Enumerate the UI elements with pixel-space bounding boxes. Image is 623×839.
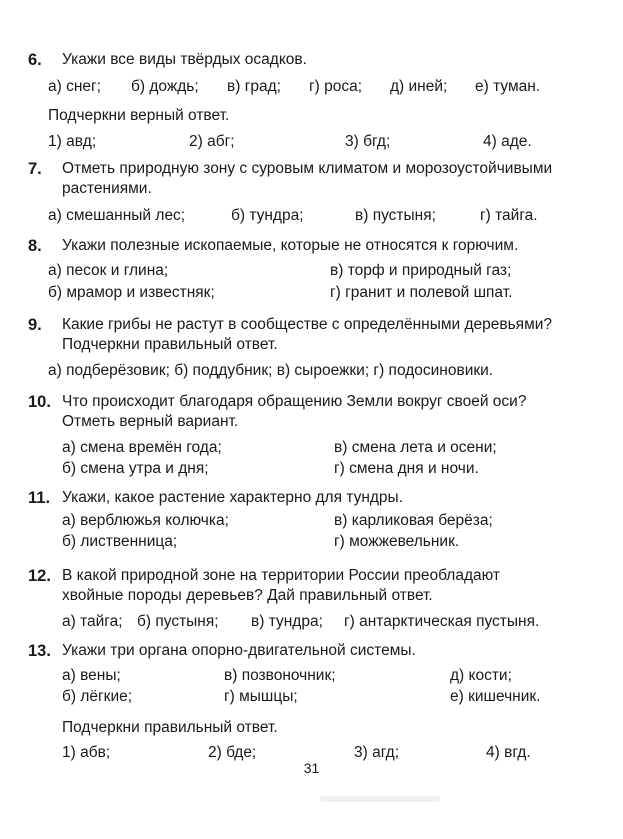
option: д) иней; [390, 78, 448, 95]
option: в) торф и природный газ; [330, 262, 512, 279]
option: г) гранит и полевой шпат. [330, 284, 513, 301]
option: б) дождь; [131, 78, 199, 95]
question-text: Укажи полезные ископаемые, которые не относятся к горючим. [62, 237, 519, 254]
scan-smudge [320, 796, 440, 802]
option: а) тайга; [62, 613, 123, 630]
option: б) мрамор и известняк; [48, 284, 215, 301]
option: в) позвоночник; [224, 667, 336, 684]
question-text: Что происходит благодаря обращению Земли вокруг своей оси? Отметь верный вариант. [62, 393, 527, 430]
instruction: Подчеркни верный ответ. [48, 107, 230, 124]
option: б) тундра; [231, 207, 304, 224]
question-number: 11. [28, 489, 51, 507]
question-11 [28, 488, 558, 553]
option: д) кости; [450, 667, 512, 684]
option: е) туман. [475, 78, 541, 95]
option: б) лёгкие; [62, 688, 133, 705]
option: г) тайга. [480, 207, 538, 224]
option: б) лиственница; [62, 533, 178, 550]
option: б) смена утра и дня; [62, 460, 209, 477]
option: а) подберёзовик; б) поддубник; в) сыроежки; г) подосиновики. [48, 362, 494, 379]
option: а) смена времён года; [62, 439, 222, 456]
option: е) кишечник. [450, 688, 541, 705]
question-number: 9. [28, 316, 42, 334]
question-number: 10. [28, 393, 51, 411]
option: а) снег; [48, 78, 101, 95]
option: в) тундра; [251, 613, 323, 630]
question-text: Укажи все виды твёрдых осадков. [62, 51, 307, 68]
instruction: Подчеркни правильный ответ. [62, 719, 278, 736]
answer-choice: 4) аде. [483, 133, 532, 150]
question-text: Укажи, какое растение характерно для тундры. [62, 489, 403, 506]
answer-choice: 2) абг; [189, 133, 235, 150]
option: г) смена дня и ночи. [334, 460, 479, 477]
answer-choice: 1) абв; [62, 744, 111, 761]
option: а) верблюжья колючка; [62, 512, 229, 529]
question-7 [28, 159, 558, 227]
question-text: Отметь природную зону с суровым климатом и морозоустойчивыми растениями. [62, 160, 553, 197]
question-text: Какие грибы не растут в сообществе с определёнными деревьями? Подчеркни правильный ответ. [62, 316, 553, 353]
option: г) антарктическая пустыня. [344, 613, 540, 630]
answer-choice: 3) агд; [354, 744, 400, 761]
option: г) можжевельник. [334, 533, 460, 550]
question-number: 8. [28, 237, 42, 255]
option: в) град; [227, 78, 281, 95]
question-6 [28, 50, 558, 153]
question-10 [28, 392, 558, 480]
option: г) мышцы; [224, 688, 298, 705]
question-number: 7. [28, 160, 42, 178]
answer-choice: 4) вгд. [486, 744, 531, 761]
answer-choice: 3) бгд; [345, 133, 391, 150]
option: г) роса; [309, 78, 363, 95]
question-8 [28, 236, 558, 304]
question-13 [28, 641, 558, 764]
option: в) смена лета и осени; [334, 439, 497, 456]
question-number: 6. [28, 51, 42, 69]
option: в) карликовая берёза; [334, 512, 493, 529]
question-number: 12. [28, 567, 51, 585]
option: б) пустыня; [137, 613, 219, 630]
option: а) песок и глина; [48, 262, 169, 279]
question-text: В какой природной зоне на территории России преобладают хвойные породы деревьев? Дай правильный ответ. [62, 567, 500, 604]
option: а) смешанный лес; [48, 207, 186, 224]
option: а) вены; [62, 667, 121, 684]
answer-choice: 2) бде; [208, 744, 257, 761]
option: в) пустыня; [355, 207, 436, 224]
answer-choice: 1) авд; [48, 133, 97, 150]
question-9 [28, 315, 558, 382]
page-number: 31 [303, 760, 320, 776]
question-text: Укажи три органа опорно-двигательной системы. [62, 642, 416, 659]
question-12 [28, 566, 558, 633]
question-number: 13. [28, 642, 51, 660]
